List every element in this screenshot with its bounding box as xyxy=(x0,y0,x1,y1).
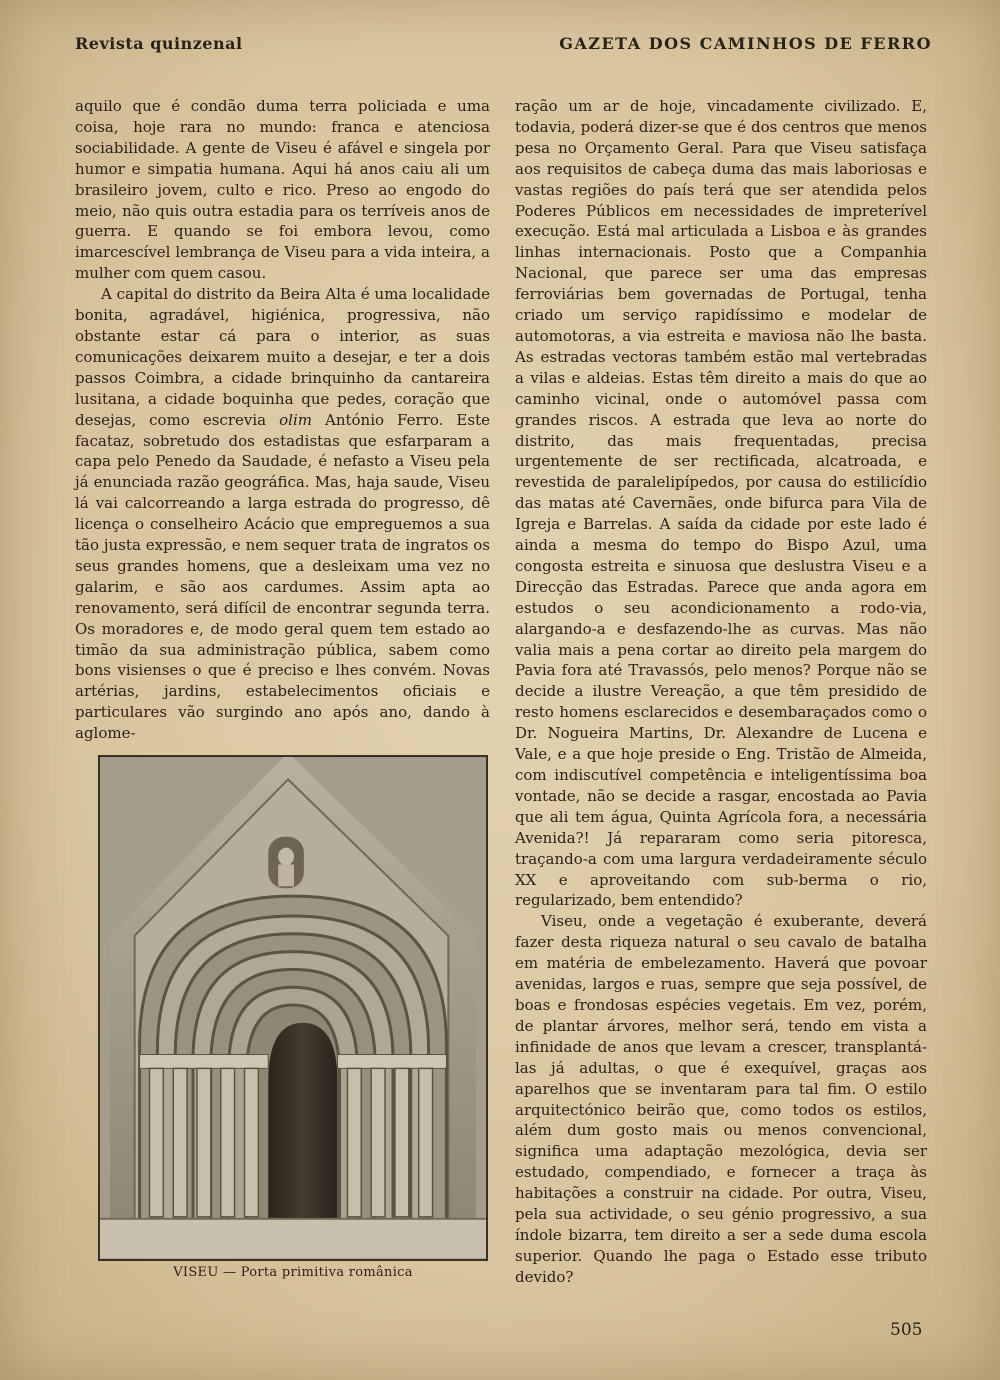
figure-caption: VISEU — Porta primitiva românica xyxy=(173,1265,413,1280)
left-column xyxy=(75,96,490,744)
italic-olim: olim xyxy=(279,410,312,429)
running-head-left: Revista quinzenal xyxy=(75,34,243,53)
left-paragraph-2-b: António Ferro. Este facataz, sobretudo dos estadistas que esfarparam a capa pelo Penedo da Saudade, é nefasto a Viseu pela já enunciada razão geográfica. Mas, haja saude, Viseu lá vai calcorreando a larga estrada do progresso, dê licença o conselheiro Acácio que empreguemos a sua tão justa expressão, e nem sequer trata de ingratos os seus grandes homens, que a desleixam uma vez no galarim, e são aos cardumes. Assim apta ao renovamento, será difícil de encontrar segunda terra. Os moradores e, de modo geral quem tem estado ao timão da sua administração pública, sabem como bons visienses o que é preciso e lhes convém. Novas artérias, jardins, estabelecimentos oficiais e particulares vão surgindo ano após ano, dando à aglome- xyxy=(75,410,490,743)
left-paragraph-2 xyxy=(75,284,490,744)
right-paragraph-1: ração um ar de hoje, vincadamente civilizado. E, todavia, poderá dizer-se que é dos centros que menos pesa no Orçamento Geral. Para que Viseu satisfaça aos requisitos de cabeça duma das mais laboriosas e vastas regiões do país terá que ser atendida pelos Poderes Públicos em necessidades de impreterível execução. Está mal articulada a Lisboa e às grandes linhas internacionais. Posto que a Companhia Nacional, que parece ser uma das empresas ferroviárias bem governadas de Portugal, tenha criado um serviço rapidíssimo e modelar de automotoras, a via estreita e maviosa não lhe basta. As estradas vectoras também estão mal vertebradas a vilas e aldeias. Estas têm direito a mais do que ao caminho vicinal, onde o automóvel passa com grandes riscos. A estrada que leva ao norte do distrito, das mais frequentadas, precisa urgentemente de ser rectificada, alcatroada, e revestida de paralelipípedos, por causa do estilicídio das matas até Cavernães, onde bifurca para Vila de Igreja e Barrelas. A saída da cidade por este lado é ainda a mesma do tempo do Bispo Azul, uma congosta estreita e sinuosa que deslustra Viseu e a Direcção das Estradas. Parece que anda agora em estudos o seu acondicionamento a rodo-via, alargando-a e desfazendo-lhe as curvas. Mas não valia mais a pena cortar ao direito pela margem do Pavia fora até Travassós, pelo menos? Porque não se decide a ilustre Vereação, a que têm presidido de resto homens esclarecidos e desembaraçados como o Dr. Nogueira Martins, Dr. Alexandre de Lucena e Vale, e a que hoje preside o Eng. Tristão de Almeida, com indiscutível competência e inteligentíssima boa vontade, não se decide a rasgar, encostada ao Pavia que ali tem água, Quinta Agrícola fora, a necessária Avenida?! Já repararam como seria pitoresca, traçando-a com uma largura verdadeiramente século XX e aproveitando com sub-berma o rio, regularizado, bem entendido? xyxy=(515,97,927,910)
romanesque-portal-photo xyxy=(98,755,488,1261)
right-paragraph-2: Viseu, onde a vegetação é exuberante, deverá fazer desta riqueza natural o seu cavalo de batalha em matéria de embelezamento. Haverá que povoar avenidas, largos e ruas, sempre que seja possível, de boas e frondosas espécies vegetais. Em vez, porém, de plantar árvores, melhor será, tendo em vista a infinidade de anos que levam a crescer, transplantá-las já adultas, o que é exequível, graças aos aparelhos que se inventaram para tal fim. O estilo arquitectónico beirão que, como todos os estilos, além dum gosto mais ou menos convencional, significa uma adaptação mezológica, devia ser estudado, compendiado, e fornecer a traça às habitações a construir na cidade. Por outra, Viseu, pela sua actividade, o seu génio progressivo, a sua índole bizarra, tem direito a ser a sede duma escola superior. Quando lhe paga o Estado esse tributo devido? xyxy=(515,912,927,1286)
page-number: 505 xyxy=(890,1320,923,1340)
running-head-right: GAZETA DOS CAMINHOS DE FERRO xyxy=(559,34,932,53)
left-paragraph-2-a: A capital do distrito da Beira Alta é uma localidade bonita, agradável, higiénica, progressiva, não obstante estar cá para o interior, as suas comunicações deixarem muito a desejar, e ter a dois passos Coimbra, a cidade brinquinho da cantareira lusitana, a cidade boquinha que pedes, coração que desejas, como escrevia xyxy=(75,285,490,429)
left-paragraph-1: aquilo que é condão duma terra policiada e uma coisa, hoje rara no mundo: franca e atenciosa sociabilidade. A gente de Viseu é afável e singela por humor e simpatia humana. Aqui há anos caiu ali um brasileiro jovem, culto e rico. Preso ao engodo do meio, não quis outra estadia para os terríveis anos de guerra. E quando se foi embora levou, como imarcescível lembrança de Viseu para a vida inteira, a mulher com quem casou. xyxy=(75,97,490,283)
portal-illustration xyxy=(100,757,486,1259)
right-column xyxy=(515,96,927,1288)
